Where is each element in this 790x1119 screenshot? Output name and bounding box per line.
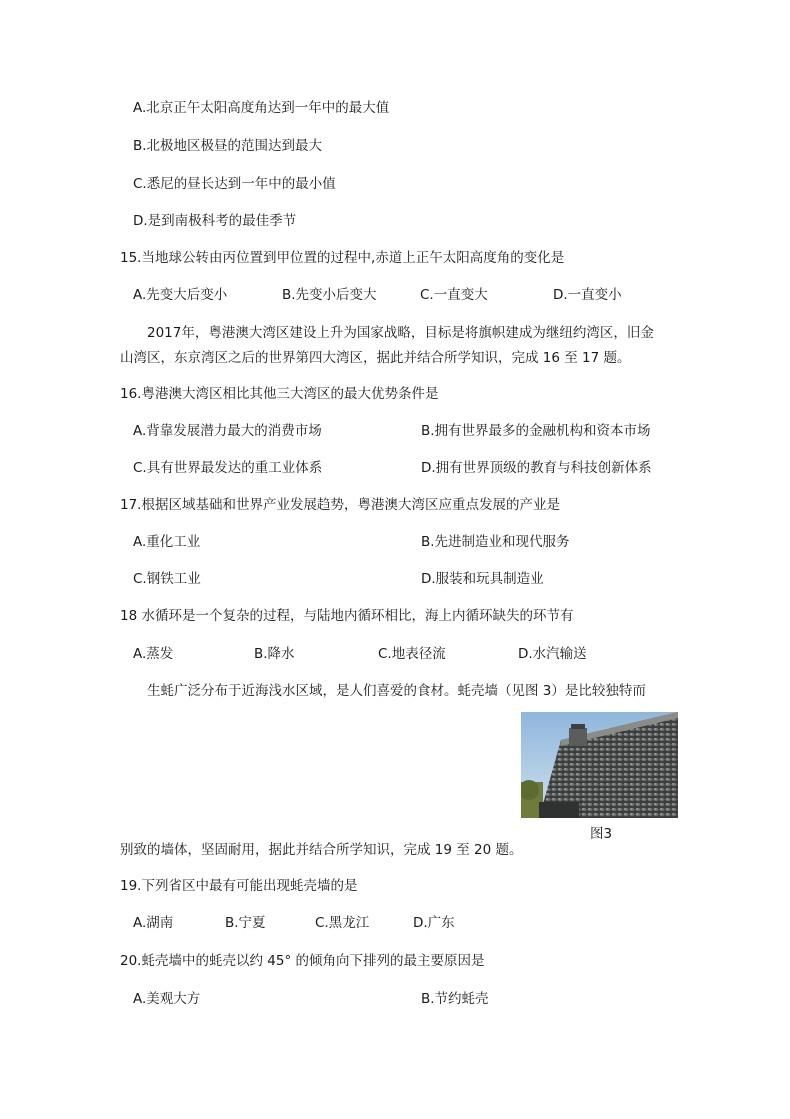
q19-option-d: D.广东 (413, 915, 455, 931)
q18-option-d: D.水汽输送 (518, 646, 587, 662)
figure-caption: 图3 (590, 826, 613, 842)
q20-option-a: A.美观大方 (133, 991, 201, 1007)
q16-option-b: B.拥有世界最多的金融机构和资本市场 (421, 423, 651, 439)
passage-1-line-1: 2017年，粤港澳大湾区建设上升为国家战略，目标是将旗帜建成为继纽约湾区，旧金 (147, 325, 654, 341)
q14-option-d: D.是到南极科考的最佳季节 (133, 213, 297, 229)
q18-option-b: B.降水 (254, 646, 295, 662)
q14-option-a: A.北京正午太阳高度角达到一年中的最大值 (133, 100, 390, 116)
question-17: 17.根据区域基础和世界产业发展趋势，粤港澳大湾区应重点发展的产业是 (120, 497, 560, 513)
question-20: 20.蚝壳墙中的蚝壳以约 45° 的倾角向下排列的最主要原因是 (120, 953, 485, 969)
question-16: 16.粤港澳大湾区相比其他三大湾区的最大优势条件是 (120, 386, 439, 402)
passage-1-line-2: 山湾区，东京湾区之后的世界第四大湾区，据此并结合所学知识，完成 16 至 17 题。 (120, 350, 631, 366)
q16-option-c: C.具有世界最发达的重工业体系 (133, 460, 323, 476)
question-18: 18 水循环是一个复杂的过程，与陆地内循环相比，海上内循环缺失的环节有 (120, 608, 574, 624)
q15-option-b: B.先变小后变大 (282, 287, 377, 303)
q19-option-b: B.宁夏 (225, 915, 266, 931)
q15-option-a: A.先变大后变小 (133, 287, 228, 303)
question-15: 15.当地球公转由丙位置到甲位置的过程中,赤道上正午太阳高度角的变化是 (120, 250, 565, 266)
q17-option-d: D.服装和玩具制造业 (421, 571, 544, 587)
q16-option-d: D.拥有世界顶级的教育与科技创新体系 (421, 460, 652, 476)
q15-option-c: C.一直变大 (420, 287, 488, 303)
figure-3-photo (521, 712, 678, 818)
q14-option-c: C.悉尼的昼长达到一年中的最小值 (133, 176, 336, 192)
q14-option-b: B.北极地区极昼的范围达到最大 (133, 138, 323, 154)
q17-option-c: C.钢铁工业 (133, 571, 201, 587)
q19-option-c: C.黑龙江 (315, 915, 370, 931)
q17-option-a: A.重化工业 (133, 534, 201, 550)
q18-option-c: C.地表径流 (378, 646, 446, 662)
q15-option-d: D.一直变小 (553, 287, 622, 303)
q16-option-a: A.背靠发展潜力最大的消费市场 (133, 423, 322, 439)
passage-2-line-2: 别致的墙体，坚固耐用，据此并结合所学知识，完成 19 至 20 题。 (120, 842, 523, 858)
q19-option-a: A.湖南 (133, 915, 174, 931)
question-19: 19.下列省区中最有可能出现蚝壳墙的是 (120, 878, 358, 894)
q17-option-b: B.先进制造业和现代服务 (421, 534, 570, 550)
q18-option-a: A.蒸发 (133, 646, 174, 662)
q20-option-b: B.节约蚝壳 (421, 991, 489, 1007)
passage-2-line-1: 生蚝广泛分布于近海浅水区域，是人们喜爱的食材。蚝壳墙（见图 3）是比较独特而 (147, 683, 646, 699)
